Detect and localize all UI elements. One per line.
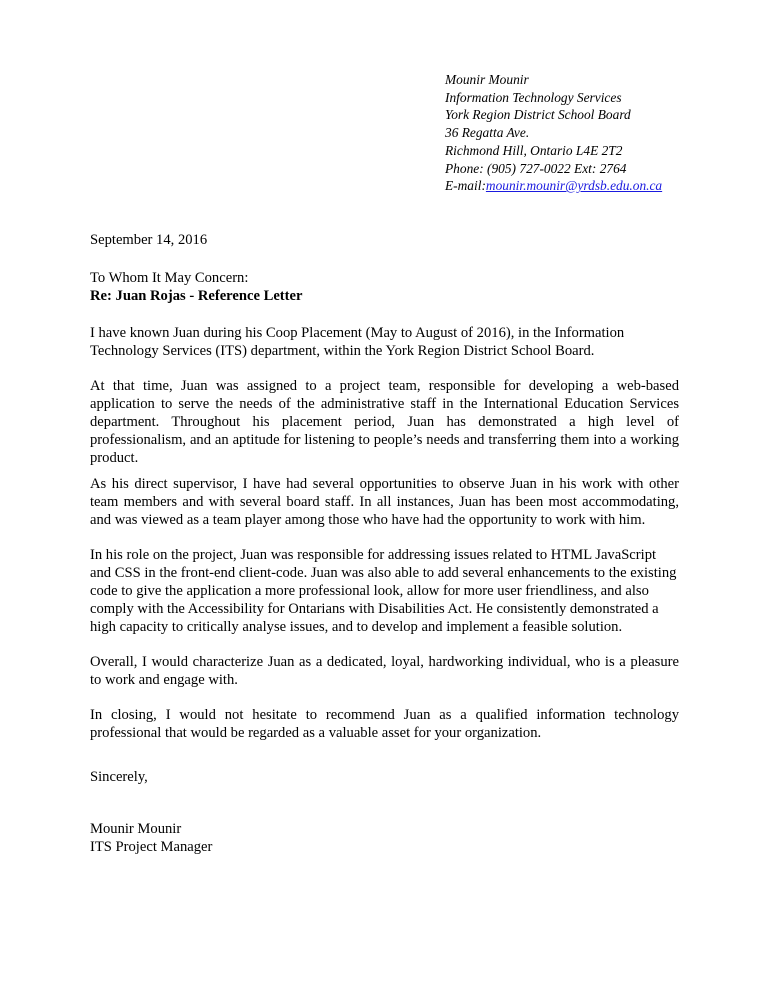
email-link[interactable]: mounir.mounir@yrdsb.edu.on.ca xyxy=(485,178,663,194)
paragraph-intro: I have known Juan during his Coop Placement (May to August of 2016), in the Information Technology Services (ITS) department, within the York Region District School Board. xyxy=(90,325,625,359)
signature-name: Mounir Mounir xyxy=(90,821,182,837)
paragraph-project: At that time, Juan was assigned to a project team, responsible for developing a web-based application to serve the needs of the administrative staff in the International Education Services department. Throughout his placement period, Juan has demonstrated a high level of professionalism, and an aptitude for listening to people’s needs and transferring them into a working product. xyxy=(90,378,679,466)
paragraph-closing: In closing, I would not hesitate to recommend Juan as a qualified information technology professional that would be regarded as a valuable asset for your organization. xyxy=(90,707,679,741)
closing: Sincerely, xyxy=(90,769,148,785)
paragraph-overall: Overall, I would characterize Juan as a dedicated, loyal, hardworking individual, who is a pleasure to work and engage with. xyxy=(90,654,679,688)
subject-line: Re: Juan Rojas - Reference Letter xyxy=(90,288,303,304)
sender-phone: Phone: (905) 727-0022 Ext: 2764 xyxy=(445,160,627,176)
letter-date: September 14, 2016 xyxy=(90,232,208,248)
signature-title: ITS Project Manager xyxy=(90,839,213,855)
sender-address-block xyxy=(445,71,662,195)
sender-email-line xyxy=(445,177,662,195)
salutation: To Whom It May Concern: xyxy=(90,270,249,286)
paragraph-role: In his role on the project, Juan was responsible for addressing issues related to HTML JavaScript and CSS in the front-end client-code. Juan was also able to add several enhancements to the existing code to give the application a more professional look, allow for more user friendliness, and also comply with the Accessibility for Ontarians with Disabilities Act. He consistently demonstrated a high capacity to critically analyse issues, and to develop and implement a feasible solution. xyxy=(90,547,677,635)
sender-name: Mounir Mounir xyxy=(445,72,529,87)
sender-organization: York Region District School Board xyxy=(445,107,631,123)
sender-department: Information Technology Services xyxy=(445,89,622,105)
paragraph-supervisor: As his direct supervisor, I have had several opportunities to observe Juan in his work with other team members and with several board staff. In all instances, Juan has been most accommodating, and was viewed as a team player among those who have had the opportunity to work with him. xyxy=(90,476,679,528)
sender-street: 36 Regatta Ave. xyxy=(445,125,530,141)
email-label: E-mail: xyxy=(445,178,486,194)
letter-body xyxy=(90,231,679,856)
sender-city: Richmond Hill, Ontario L4E 2T2 xyxy=(445,142,623,158)
